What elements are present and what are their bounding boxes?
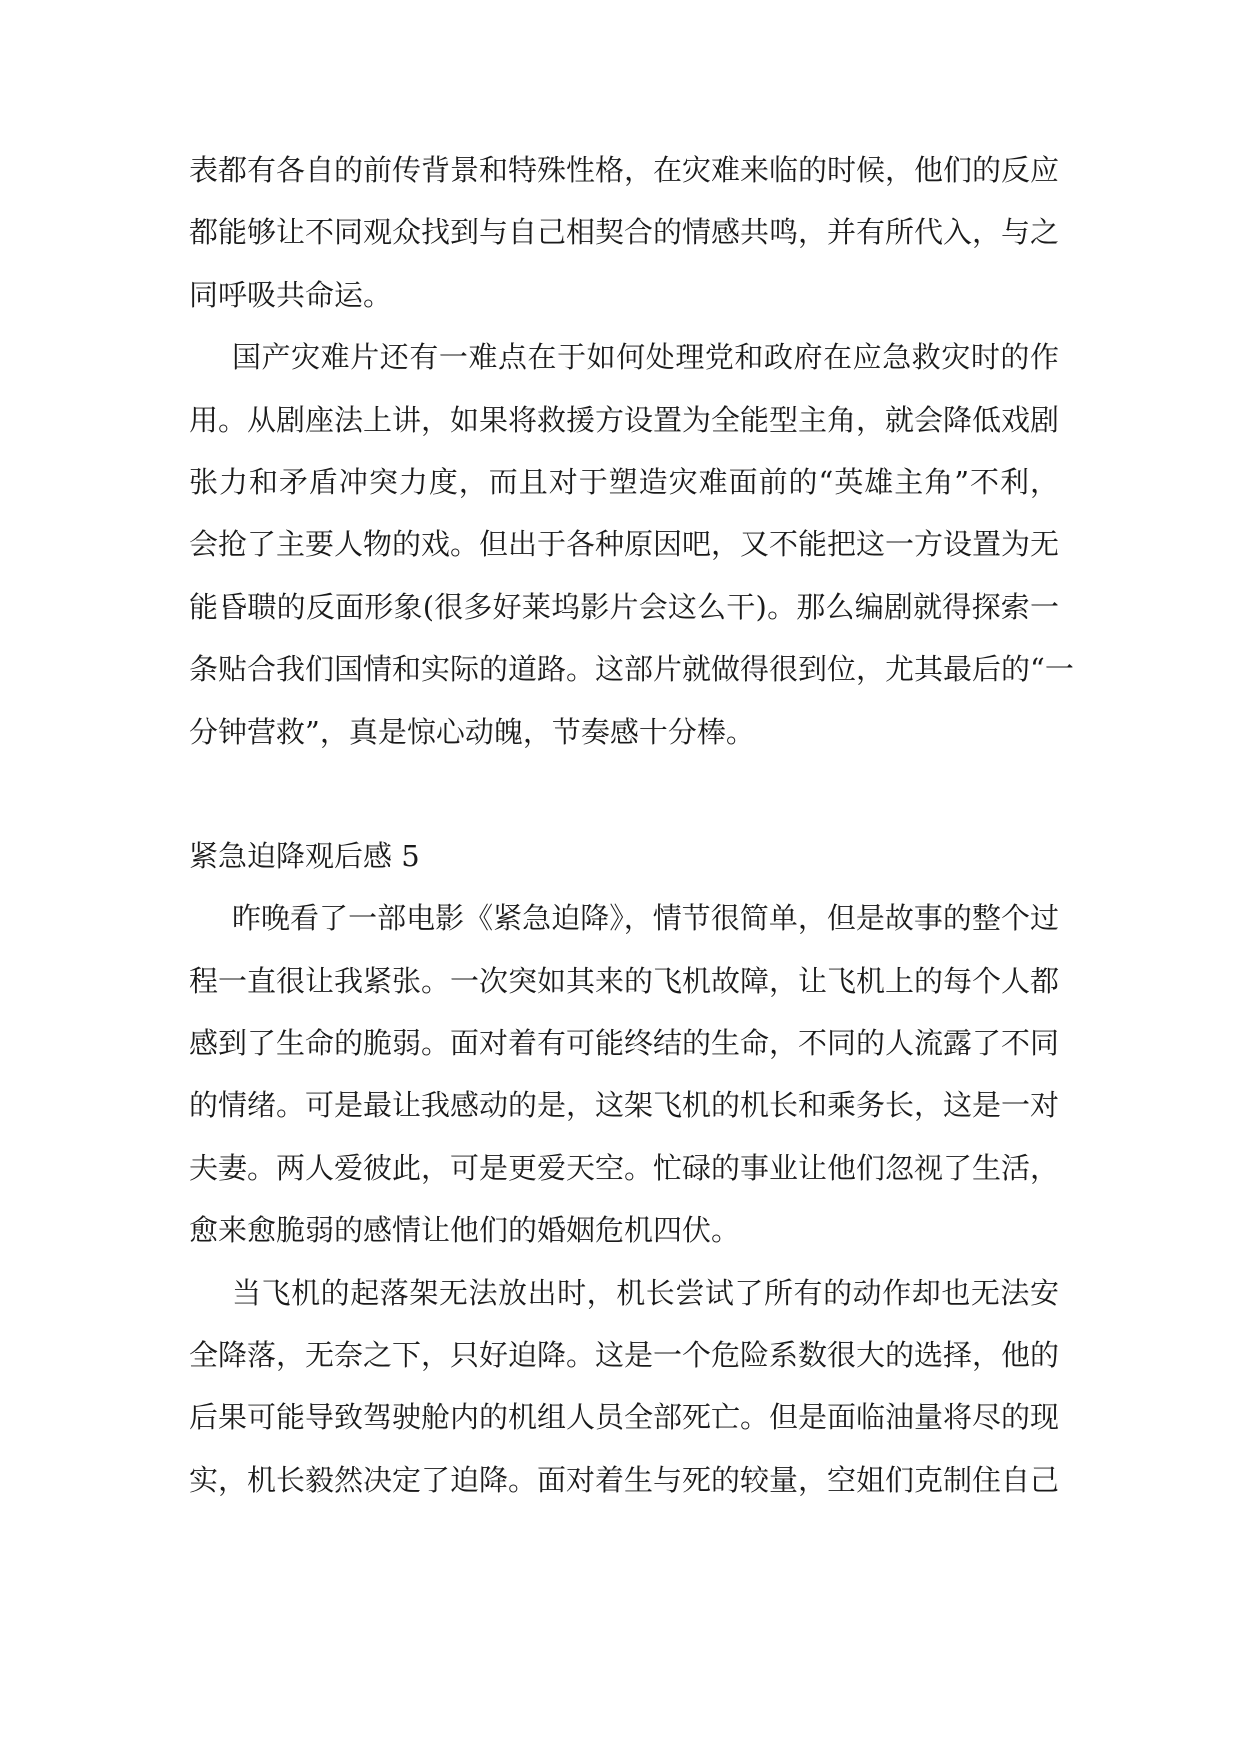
text-line: 分钟营救”，真是惊心动魄，节奏感十分棒。 (189, 714, 755, 749)
paragraph-continuation (189, 139, 1059, 326)
document-body (189, 139, 1074, 1511)
text-line: 的情绪。可是最让我感动的是，这架飞机的机长和乘务长，这是一对 (189, 1088, 1060, 1123)
text-line: 会抢了主要人物的戏。但出于各种原因吧，又不能把这一方设置为无 (189, 527, 1060, 562)
text-line: 表都有各自的前传背景和特殊性格，在灾难来临的时候，他们的反应 (189, 153, 1060, 187)
text-line: 实，机长毅然决定了迫降。面对着生与死的较量，空姐们克制住自己 (189, 1462, 1060, 1497)
paragraph-disaster-film (189, 326, 1074, 763)
text-line: 昨晚看了一部电影《紧急迫降》，情节很简单，但是故事的整个过 (232, 901, 1059, 936)
text-line: 同呼吸共命运。 (189, 277, 393, 312)
text-line: 都能够让不同观众找到与自己相契合的情感共鸣，并有所代入，与之 (189, 215, 1060, 250)
section-heading: 紧急迫降观后感 5 (189, 838, 420, 873)
text-line: 当飞机的起落架无法放出时，机长尝试了所有的动作却也无法安 (232, 1275, 1059, 1310)
paragraph-landing-gear (189, 1262, 1059, 1512)
text-line: 愈来愈脆弱的感情让他们的婚姻危机四伏。 (189, 1213, 741, 1248)
text-line: 后果可能导致驾驶舱内的机组人员全部死亡。但是面临油量将尽的现 (189, 1400, 1060, 1435)
text-line: 条贴合我们国情和实际的道路。这部片就做得很到位，尤其最后的“一 (189, 652, 1074, 687)
section-gap (189, 763, 1059, 825)
text-line: 感到了生命的脆弱。面对着有可能终结的生命，不同的人流露了不同 (189, 1026, 1060, 1061)
text-line: 能昏聩的反面形象(很多好莱坞影片会这么干)。那么编剧就得探索一 (189, 589, 1059, 624)
text-line: 用。从剧座法上讲，如果将救援方设置为全能型主角，就会降低戏剧 (189, 402, 1060, 437)
text-line: 张力和矛盾冲突力度，而且对于塑造灾难面前的“英雄主角”不利， (189, 464, 1059, 499)
text-line: 全降落，无奈之下，只好迫降。这是一个危险系数很大的选择，他的 (189, 1338, 1060, 1373)
paragraph-movie-intro (189, 887, 1059, 1261)
text-line: 夫妻。两人爱彼此，可是更爱天空。忙碌的事业让他们忽视了生活， (189, 1150, 1060, 1185)
text-line: 国产灾难片还有一难点在于如何处理党和政府在应急救灾时的作 (232, 340, 1059, 375)
text-line: 程一直很让我紧张。一次突如其来的飞机故障，让飞机上的每个人都 (189, 963, 1060, 998)
